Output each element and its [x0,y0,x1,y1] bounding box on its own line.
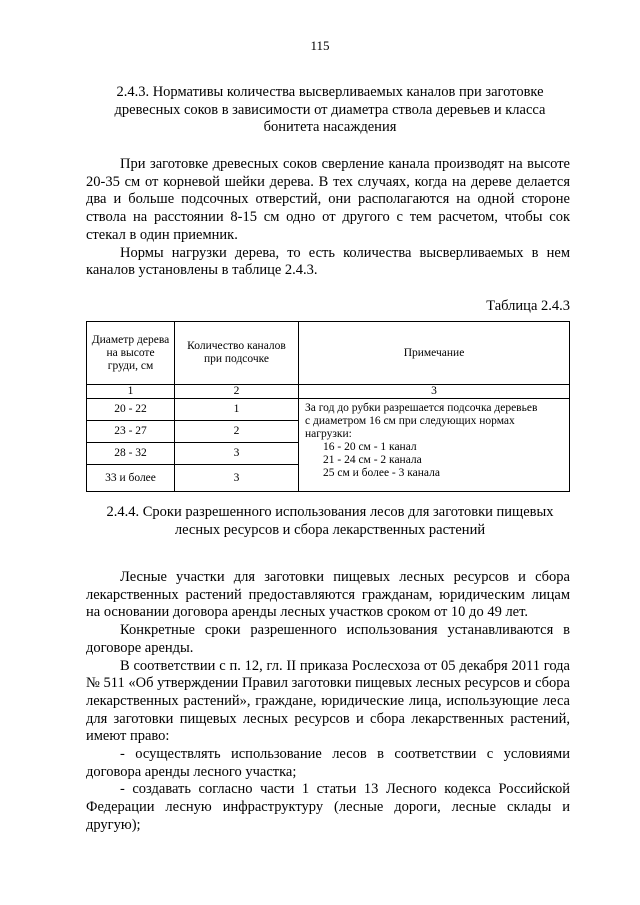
column-number: 2 [175,385,299,399]
note-line: нагрузки: [305,428,352,440]
section-2-4-3-body [86,156,570,280]
table-row [87,399,570,421]
norms-table [86,321,570,492]
paragraph: Нормы нагрузки дерева, то есть количества высверливаемых в нем каналов установлены в таблице 2.4.3. [86,244,570,279]
channels-cell: 3 [175,443,299,465]
section-2-4-4-body [86,569,570,835]
paragraph: При заготовке древесных соков сверление канала производят на высоте 20-35 см от корневой шейки дерева. В тех случаях, когда на дереве делается два и больше подсочных отверстий, они располагаются на одной стороне ствола на расстоянии 8-15 см одно от другого с тем расчетом, чтобы сок стекал в один приемник. [86,156,570,243]
diameter-cell: 23 - 27 [87,421,175,443]
table-column-number-row [87,385,570,399]
diameter-cell: 33 и более [87,465,175,492]
note-item: 16 - 20 см - 1 канал [323,441,417,453]
note-item: 21 - 24 см - 2 канала [323,454,422,466]
column-number: 1 [87,385,175,399]
page-number: 115 [310,38,330,53]
paragraph: Конкретные сроки разрешенного использования устанавливаются в договоре аренды. [86,622,570,656]
paragraph: Лесные участки для заготовки пищевых лесных ресурсов и сбора лекарственных растений предоставляются гражданам, юридическим лицам на основании договора аренды лесных участков сроком от 10 до 49 лет. [86,569,570,621]
channels-cell: 3 [175,465,299,492]
diameter-cell: 28 - 32 [87,443,175,465]
section-heading-2-4-3: 2.4.3. Нормативы количества высверливаемых каналов при заготовке древесных соков в зависимости от диаметра ствола деревьев и класса бонитета насаждения [114,84,546,135]
note-line: с диаметром 16 см при следующих нормах [305,415,515,427]
table-header-cell: Диаметр дерева на высоте груди, см [87,322,175,385]
table-header-cell: Примечание [299,322,570,385]
column-number: 3 [299,385,570,399]
table-caption: Таблица 2.4.3 [486,298,570,314]
table-header-cell: Количество каналов при подсочке [175,322,299,385]
table-header-row [87,322,570,385]
paragraph: - создавать согласно части 1 статьи 13 Лесного кодекса Российской Федерации лесную инфраструктуру (лесные дороги, лесные склады и другую); [86,781,570,833]
diameter-cell: 20 - 22 [87,399,175,421]
channels-cell: 2 [175,421,299,443]
paragraph: В соответствии с п. 12, гл. II приказа Рослесхоза от 05 декабря 2011 года № 511 «Об утверждении Правил заготовки пищевых лесных ресурсов и сбора лекарственных растений», граждане, юридические лица, использующие леса для заготовки пищевых лесных ресурсов и сбора лекарственных растений, имеют право: [86,657,570,745]
note-cell [299,399,570,492]
section-heading-2-4-4: 2.4.4. Сроки разрешенного использования лесов для заготовки пищевых лесных ресурсов и сбора лекарственных растений [106,504,554,538]
note-line: За год до рубки разрешается подсочка деревьев [305,402,538,414]
note-item: 25 см и более - 3 канала [323,467,440,479]
channels-cell: 1 [175,399,299,421]
paragraph: - осуществлять использование лесов в соответствии с условиями договора аренды лесного участка; [86,746,570,780]
